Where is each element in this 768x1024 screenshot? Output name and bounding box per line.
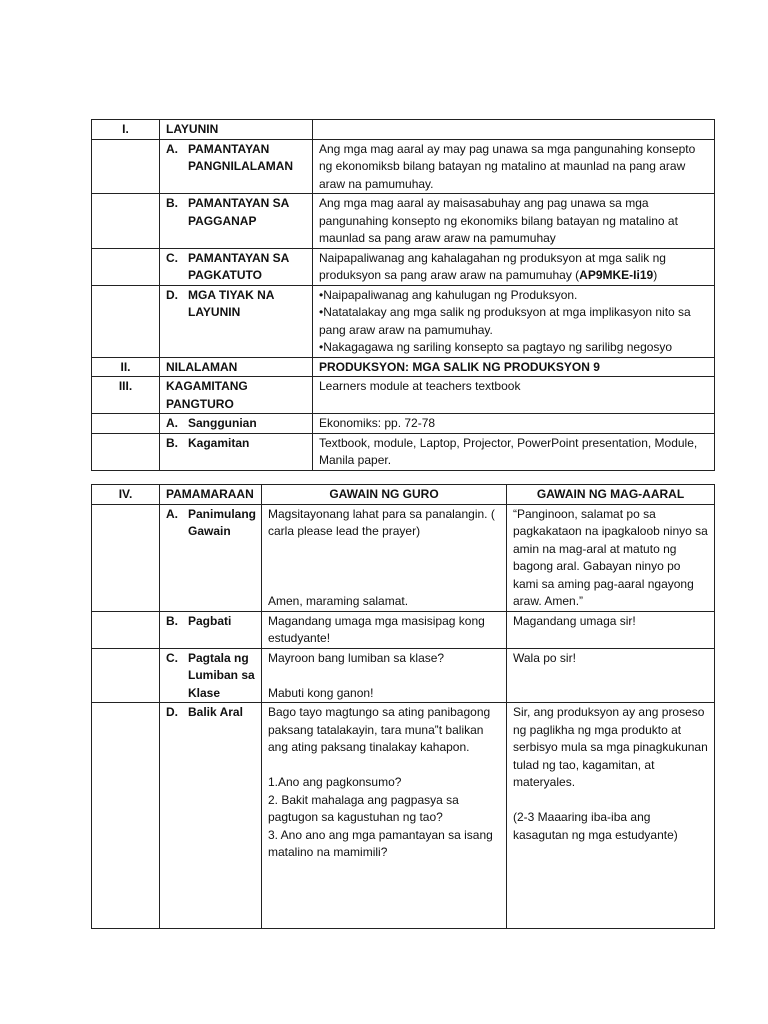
row-letter: D. [166, 705, 178, 719]
magaaral-cell: Sir, ang produksyon ay ang proseso ng paglikha ng mga produkto at serbisyo mula sa mga pinagkukunan tulad ng tao, kagamitan, at materyales. (2-3 Maaaring iba-iba ang kasagutan ng mga estudyante) [507, 703, 715, 929]
row-label: Panimulang Gawain [188, 506, 257, 538]
row-letter: A. [166, 141, 178, 156]
row-label: Kagamitan [188, 435, 250, 450]
row-content: PRODUKSYON: MGA SALIK NG PRODUKSYON 9 [313, 357, 715, 377]
row-label: NILALAMAN [160, 357, 313, 377]
table-row [92, 285, 715, 357]
objective-item: •Naipapaliwanag ang kahulugan ng Produksyon. [319, 287, 578, 302]
guro-cell: Bago tayo magtungo sa ating panibagong paksang tatalakayin, tara muna‟t balikan ang ating paksang tinalakay kahapon. 1.Ano ang pagkonsumo? 2. Bakit mahalaga ang pagpasya sa pagtugon sa kagustuhan ng tao? 3. Ano ano ang mga pamantayan sa isang matalino na mamimili? [262, 703, 507, 929]
row-content [313, 120, 715, 140]
row-letter: C. [166, 650, 178, 665]
row-content: Ang mga mag aaral ay may pag unawa sa mga pangunahing konsepto ng ekonomiksb bilang batayan ng matalino at maunlad na pang araw araw na pamumuhay. [313, 139, 715, 194]
table-row [92, 648, 715, 703]
row-label: PAMANTAYAN SA PAGKATUTO [188, 250, 289, 282]
table-row [92, 377, 715, 414]
guro-cell: Magsitayonang lahat para sa panalangin. ( carla please lead the prayer) Amen, maraming salamat. [262, 504, 507, 611]
row-letter: D. [166, 287, 178, 302]
table-header-row [92, 485, 715, 505]
table-row [92, 248, 715, 285]
review-question: 3. Ano ano ang mga pamantayan sa isang matalino na mamimili? [268, 827, 493, 859]
row-number: II. [92, 357, 160, 377]
table-row [92, 414, 715, 434]
row-letter: A. [166, 416, 178, 430]
review-question: 2. Bakit mahalaga ang pagpasya sa pagtugon sa kagustuhan ng tao? [268, 792, 459, 824]
table-row [92, 703, 715, 929]
row-label: MGA TIYAK NA LAYUNIN [188, 287, 275, 319]
table-row [92, 139, 715, 194]
row-label: Balik Aral [188, 705, 243, 719]
table-row [92, 611, 715, 648]
row-label: Pagbati [188, 613, 232, 628]
row-letter: B. [166, 196, 178, 210]
row-label: LAYUNIN [160, 120, 313, 140]
row-label: PAMANTAYAN SA PAGGANAP [188, 196, 289, 228]
table-row [92, 357, 715, 377]
row-content: Naipapaliwanag ang kahalagahan ng produksyon at mga salik ng produksyon sa pang araw araw na pamumuhay (AP9MKE-Ii19) [313, 248, 715, 285]
row-content: Textbook, module, Laptop, Projector, PowerPoint presentation, Module, Manila paper. [313, 433, 715, 470]
procedure-table [91, 484, 715, 929]
objective-item: •Natatalakay ang mga salik ng produksyon at mga implikasyon nito sa pang araw araw na pamumuhay. [319, 305, 691, 337]
row-label: Pagtala ng Lumiban sa Klase [188, 650, 255, 700]
table-row [92, 120, 715, 140]
row-letter: C. [166, 250, 178, 265]
row-number: IV. [92, 485, 160, 505]
magaaral-cell: Wala po sir! [507, 648, 715, 703]
row-letter: B. [166, 613, 178, 628]
row-number: I. [92, 120, 160, 140]
row-letter: A. [166, 506, 178, 521]
row-content: Learners module at teachers textbook [313, 377, 715, 414]
objective-item: •Nakagagawa ng sariling konsepto sa pagtayo ng sarilibg negosyo [319, 340, 673, 354]
row-number: III. [92, 377, 160, 414]
review-question: 1.Ano ang pagkonsumo? [268, 775, 402, 789]
magaaral-cell: “Panginoon, salamat po sa pagkakataon na ipagkaloob ninyo sa amin na mag-aral at matuto ng bagong aral. Gabayan ninyo po kami sa aming pag-aaral ngayong araw. Amen.” [507, 504, 715, 611]
row-label: KAGAMITANG PANGTURO [160, 377, 313, 414]
row-content: Ekonomiks: pp. 72-78 [313, 414, 715, 434]
table-row [92, 504, 715, 611]
row-content: Ang mga mag aaral ay maisasabuhay ang pag unawa sa mga pangunahing konsepto ng ekonomiks bilang batayan ng matalino at maunlad sa pang araw araw na pamumuhay [313, 194, 715, 249]
row-label: Sanggunian [188, 416, 257, 430]
column-header-magaaral: GAWAIN NG MAG-AARAL [507, 485, 715, 505]
table-row [92, 194, 715, 249]
table-row [92, 433, 715, 470]
column-header-guro: GAWAIN NG GURO [262, 485, 507, 505]
lesson-objectives-table [91, 119, 715, 471]
row-letter: B. [166, 435, 178, 450]
column-header-pamamaraan: PAMAMARAAN [160, 485, 262, 505]
guro-cell: Magandang umaga mga masisipag kong estudyante! [262, 611, 507, 648]
magaaral-cell: Magandang umaga sir! [507, 611, 715, 648]
competency-code: AP9MKE-Ii19 [579, 268, 654, 282]
row-label: PAMANTAYAN PANGNILALAMAN [188, 141, 294, 173]
row-content [313, 285, 715, 357]
guro-cell: Mayroon bang lumiban sa klase? Mabuti kong ganon! [262, 648, 507, 703]
